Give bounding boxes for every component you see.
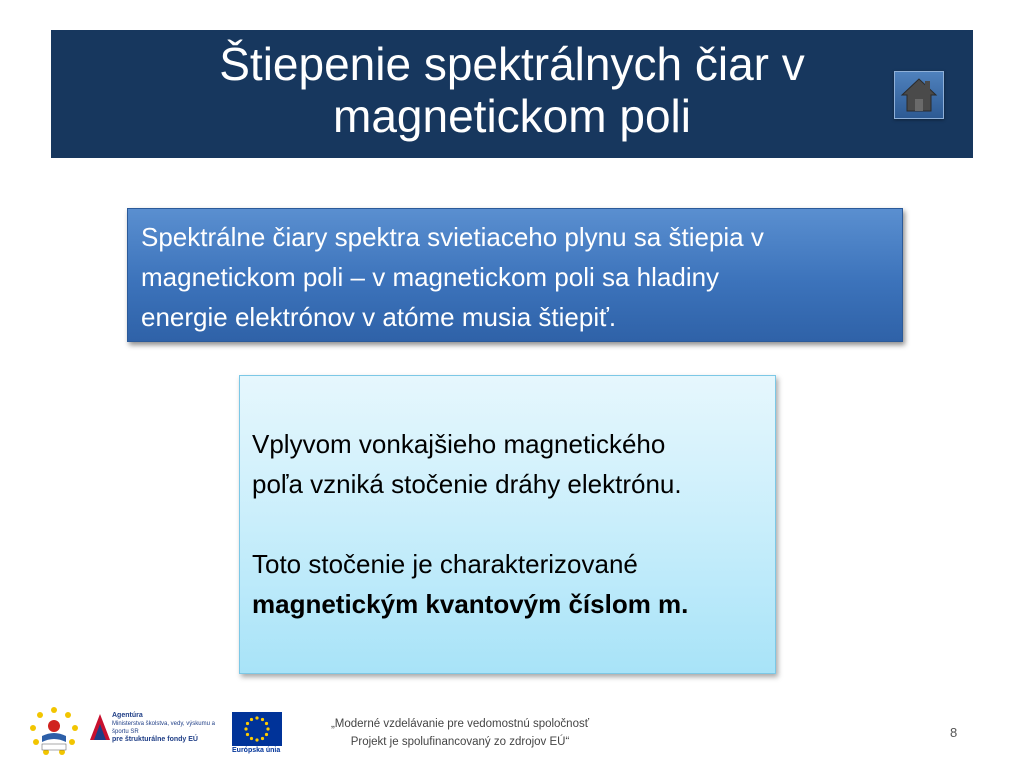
- definition-line-1: Spektrálne čiary spektra svietiaceho plynu sa štiepia v: [141, 222, 764, 252]
- explanation-para-1: [252, 424, 767, 504]
- footer-line-1: „Moderné vzdelávanie pre vedomostnú spoločnosť: [330, 718, 590, 730]
- eu-logo: [232, 712, 286, 754]
- title-line-1: Štiepenie spektrálnych čiar v: [219, 38, 805, 90]
- agency-subtitle: Ministerstva školstva, vedy, výskumu a športu SR: [112, 721, 215, 735]
- footer-line-2: Projekt je spolufinancovaný zo zdrojov EÚ“: [350, 736, 570, 748]
- definition-box: [127, 208, 903, 342]
- agency-funds: pre štrukturálne fondy EÚ: [112, 736, 198, 743]
- explanation-line-1: Vplyvom vonkajšieho magnetického: [252, 429, 666, 459]
- operational-program-logo: [28, 706, 80, 765]
- home-button[interactable]: [894, 71, 944, 119]
- definition-line-2: magnetickom poli – v magnetickom poli sa hladiny: [141, 262, 720, 292]
- eu-flag-icon: [232, 712, 282, 746]
- explanation-para-2: [252, 544, 767, 624]
- definition-line-3: energie elektrónov v atóme musia štiepiť.: [141, 302, 617, 332]
- eu-label: Európska únia: [232, 747, 281, 754]
- explanation-box: [239, 375, 776, 674]
- explanation-line-2: poľa vzniká stočenie dráhy elektrónu.: [252, 469, 682, 499]
- slide-title: [51, 38, 973, 142]
- agency-logo: [88, 712, 228, 752]
- agency-title: Agentúra: [112, 712, 143, 719]
- quantum-number-text: magnetickým kvantovým číslom m.: [252, 589, 689, 619]
- home-icon: [899, 75, 939, 115]
- title-line-2: magnetickom poli: [333, 90, 691, 142]
- title-bar: [51, 30, 973, 158]
- explanation-line-3: Toto stočenie je charakterizované: [252, 549, 638, 579]
- footer-project-text: [310, 715, 610, 751]
- page-number: 8: [950, 725, 958, 740]
